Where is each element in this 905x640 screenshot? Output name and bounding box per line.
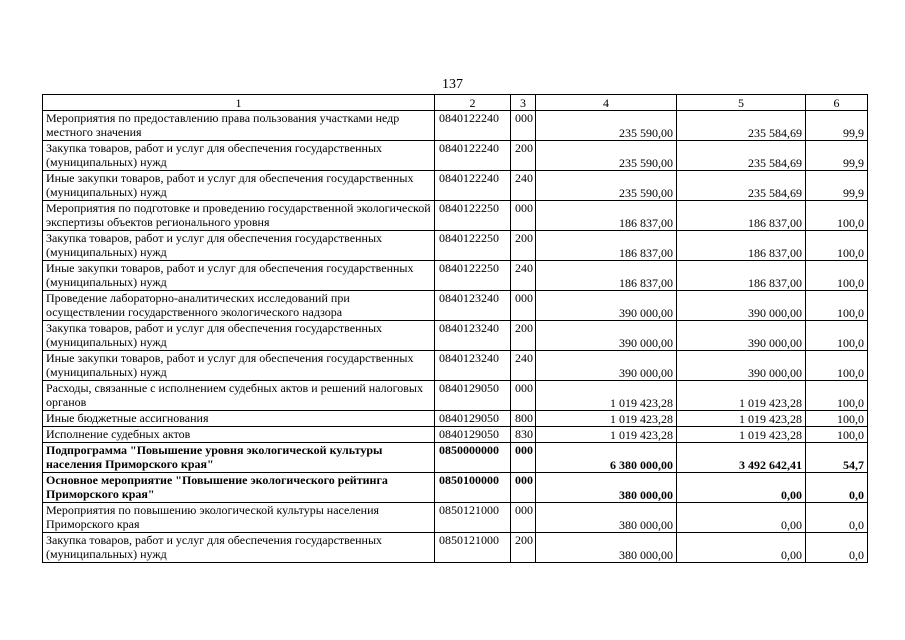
row-percent: 100,0 (806, 411, 868, 427)
row-type: 000 (511, 291, 536, 321)
row-code: 0850121000 (435, 533, 511, 563)
row-name: Закупка товаров, работ и услуг для обеспечения государственных (муниципальных) нужд (43, 141, 435, 171)
table-row (43, 261, 868, 291)
row-fact: 390 000,00 (677, 291, 806, 321)
row-code: 0850000000 (435, 443, 511, 473)
row-fact: 0,00 (677, 503, 806, 533)
row-code: 0850121000 (435, 503, 511, 533)
row-type: 240 (511, 171, 536, 201)
row-plan: 186 837,00 (536, 231, 677, 261)
row-fact: 186 837,00 (677, 231, 806, 261)
row-code: 0840122250 (435, 201, 511, 231)
page-number: 137 (442, 77, 463, 92)
row-type: 800 (511, 411, 536, 427)
row-fact: 0,00 (677, 533, 806, 563)
row-plan: 186 837,00 (536, 201, 677, 231)
row-type: 200 (511, 533, 536, 563)
table-row (43, 171, 868, 201)
row-type: 200 (511, 321, 536, 351)
table-row (43, 201, 868, 231)
row-code: 0840129050 (435, 411, 511, 427)
table-row (43, 381, 868, 411)
row-fact: 390 000,00 (677, 351, 806, 381)
row-type: 000 (511, 111, 536, 141)
row-fact: 0,00 (677, 473, 806, 503)
row-type: 000 (511, 201, 536, 231)
row-plan: 6 380 000,00 (536, 443, 677, 473)
table-row (43, 231, 868, 261)
row-name: Закупка товаров, работ и услуг для обеспечения государственных (муниципальных) нужд (43, 231, 435, 261)
row-code: 0850100000 (435, 473, 511, 503)
table-row (43, 321, 868, 351)
row-name: Иные закупки товаров, работ и услуг для обеспечения государственных (муниципальных) нужд (43, 261, 435, 291)
row-fact: 235 584,69 (677, 141, 806, 171)
row-plan: 235 590,00 (536, 171, 677, 201)
row-plan: 1 019 423,28 (536, 411, 677, 427)
header-row (43, 95, 868, 111)
table-row (43, 427, 868, 443)
row-name: Мероприятия по подготовке и проведению государственной экологической экспертизы объектов регионального уровня (43, 201, 435, 231)
row-name: Подпрограмма "Повышение уровня экологической культуры населения Приморского края" (43, 443, 435, 473)
row-name: Основное мероприятие "Повышение экологического рейтинга Приморского края" (43, 473, 435, 503)
row-name: Мероприятия по повышению экологической культуры населения Приморского края (43, 503, 435, 533)
row-code: 0840122250 (435, 261, 511, 291)
row-fact: 1 019 423,28 (677, 427, 806, 443)
row-type: 000 (511, 381, 536, 411)
table-row (43, 141, 868, 171)
row-percent: 0,0 (806, 503, 868, 533)
table-row (43, 291, 868, 321)
row-name: Закупка товаров, работ и услуг для обеспечения государственных (муниципальных) нужд (43, 321, 435, 351)
row-fact: 1 019 423,28 (677, 411, 806, 427)
row-percent: 100,0 (806, 201, 868, 231)
row-name: Закупка товаров, работ и услуг для обеспечения государственных (муниципальных) нужд (43, 533, 435, 563)
column-header: 1 (43, 95, 435, 111)
column-header: 4 (536, 95, 677, 111)
row-fact: 1 019 423,28 (677, 381, 806, 411)
table-row (43, 473, 868, 503)
row-percent: 100,0 (806, 351, 868, 381)
row-name: Проведение лабораторно-аналитических исследований при осуществлении государственного экологического надзора (43, 291, 435, 321)
row-plan: 380 000,00 (536, 473, 677, 503)
row-percent: 100,0 (806, 427, 868, 443)
row-percent: 0,0 (806, 473, 868, 503)
row-name: Иные закупки товаров, работ и услуг для обеспечения государственных (муниципальных) нужд (43, 171, 435, 201)
row-fact: 235 584,69 (677, 111, 806, 141)
row-plan: 1 019 423,28 (536, 427, 677, 443)
table-row (43, 111, 868, 141)
row-type: 200 (511, 141, 536, 171)
column-header: 5 (677, 95, 806, 111)
row-code: 0840123240 (435, 351, 511, 381)
row-fact: 3 492 642,41 (677, 443, 806, 473)
row-percent: 0,0 (806, 533, 868, 563)
row-plan: 235 590,00 (536, 141, 677, 171)
row-code: 0840129050 (435, 381, 511, 411)
row-plan: 390 000,00 (536, 351, 677, 381)
row-code: 0840129050 (435, 427, 511, 443)
table-row (43, 443, 868, 473)
row-name: Иные бюджетные ассигнования (43, 411, 435, 427)
row-code: 0840122240 (435, 171, 511, 201)
row-fact: 186 837,00 (677, 261, 806, 291)
row-percent: 100,0 (806, 291, 868, 321)
row-type: 200 (511, 231, 536, 261)
row-code: 0840122240 (435, 111, 511, 141)
row-type: 830 (511, 427, 536, 443)
table-row (43, 411, 868, 427)
row-code: 0840122250 (435, 231, 511, 261)
row-fact: 390 000,00 (677, 321, 806, 351)
row-code: 0840122240 (435, 141, 511, 171)
row-percent: 100,0 (806, 321, 868, 351)
row-type: 000 (511, 473, 536, 503)
row-type: 240 (511, 261, 536, 291)
row-percent: 99,9 (806, 171, 868, 201)
column-header: 2 (435, 95, 511, 111)
row-plan: 235 590,00 (536, 111, 677, 141)
table-row (43, 351, 868, 381)
row-fact: 186 837,00 (677, 201, 806, 231)
row-plan: 186 837,00 (536, 261, 677, 291)
row-name: Мероприятия по предоставлению права пользования участками недр местного значения (43, 111, 435, 141)
budget-table (42, 94, 868, 563)
row-type: 240 (511, 351, 536, 381)
row-name: Иные закупки товаров, работ и услуг для обеспечения государственных (муниципальных) нужд (43, 351, 435, 381)
row-percent: 100,0 (806, 231, 868, 261)
row-percent: 99,9 (806, 141, 868, 171)
row-name: Расходы, связанные с исполнением судебных актов и решений налоговых органов (43, 381, 435, 411)
row-percent: 100,0 (806, 381, 868, 411)
row-fact: 235 584,69 (677, 171, 806, 201)
row-name: Исполнение судебных актов (43, 427, 435, 443)
row-plan: 380 000,00 (536, 533, 677, 563)
table-body (43, 111, 868, 563)
row-code: 0840123240 (435, 291, 511, 321)
row-plan: 380 000,00 (536, 503, 677, 533)
row-percent: 99,9 (806, 111, 868, 141)
column-header: 6 (806, 95, 868, 111)
row-type: 000 (511, 503, 536, 533)
row-percent: 100,0 (806, 261, 868, 291)
column-header: 3 (511, 95, 536, 111)
row-plan: 390 000,00 (536, 291, 677, 321)
row-type: 000 (511, 443, 536, 473)
table-row (43, 533, 868, 563)
row-code: 0840123240 (435, 321, 511, 351)
row-plan: 1 019 423,28 (536, 381, 677, 411)
row-plan: 390 000,00 (536, 321, 677, 351)
table-row (43, 503, 868, 533)
row-percent: 54,7 (806, 443, 868, 473)
